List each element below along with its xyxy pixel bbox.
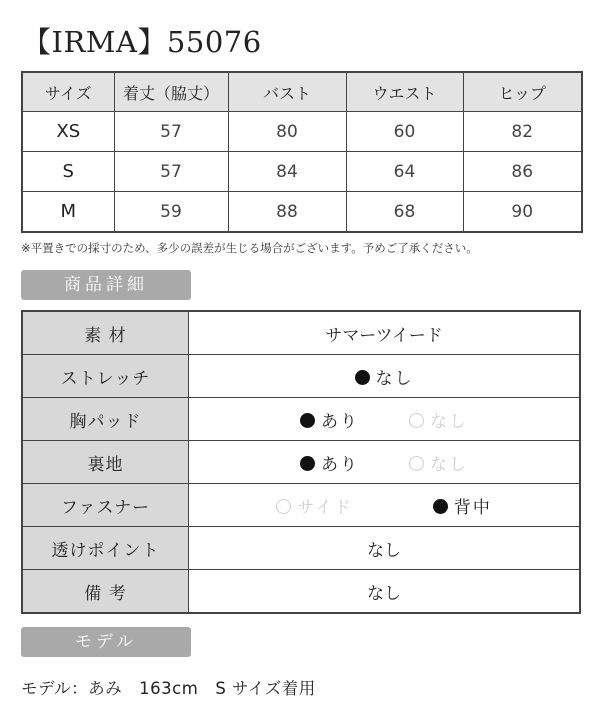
table-row — [22, 192, 582, 233]
detail-row-material — [22, 311, 580, 355]
option-unselected: なし — [409, 450, 468, 475]
length-cell: 57 — [114, 152, 228, 192]
table-row — [22, 152, 582, 192]
size-table — [21, 71, 583, 233]
detail-value: なし — [189, 527, 581, 570]
detail-value: なし — [189, 570, 581, 614]
bust-cell: 80 — [228, 112, 346, 152]
detail-label: 裏地 — [22, 441, 189, 484]
waist-cell: 60 — [346, 112, 463, 152]
detail-label: 透けポイント — [22, 527, 189, 570]
details-section-label: 商品詳細 — [21, 270, 191, 300]
size-cell: XS — [22, 112, 114, 152]
model-section-label: モデル — [21, 627, 191, 657]
detail-value — [189, 484, 581, 527]
detail-label: ファスナー — [22, 484, 189, 527]
size-cell: S — [22, 152, 114, 192]
detail-value — [189, 398, 581, 441]
detail-value: サマーツイード — [189, 311, 581, 355]
empty-circle-icon — [276, 499, 291, 514]
length-cell: 59 — [114, 192, 228, 233]
detail-row-sheer — [22, 527, 580, 570]
detail-row-chest-pad — [22, 398, 580, 441]
size-header-length: 着丈（脇丈） — [114, 72, 228, 112]
size-header-size: サイズ — [22, 72, 114, 112]
product-title: 【IRMA】55076 — [22, 25, 262, 59]
empty-circle-icon — [409, 456, 424, 471]
detail-row-stretch — [22, 355, 580, 398]
size-table-header-row — [22, 72, 582, 112]
size-header-hip: ヒップ — [463, 72, 582, 112]
waist-cell: 64 — [346, 152, 463, 192]
detail-value — [189, 355, 581, 398]
option-selected: あり — [300, 407, 359, 432]
empty-circle-icon — [409, 413, 424, 428]
model-info: モデル：あみ 163cm S サイズ着用 — [21, 679, 316, 698]
table-row — [22, 112, 582, 152]
filled-circle-icon — [433, 499, 448, 514]
length-cell: 57 — [114, 112, 228, 152]
bust-cell: 88 — [228, 192, 346, 233]
detail-row-remarks — [22, 570, 580, 614]
detail-label: ストレッチ — [22, 355, 189, 398]
option-selected: あり — [300, 450, 359, 475]
size-header-bust: バスト — [228, 72, 346, 112]
detail-label: 素 材 — [22, 311, 189, 355]
bust-cell: 84 — [228, 152, 346, 192]
measurement-note: ※平置きでの採寸のため、多少の誤差が生じる場合がございます。予めご了承ください。 — [21, 241, 478, 255]
detail-row-lining — [22, 441, 580, 484]
filled-circle-icon — [300, 456, 315, 471]
details-table — [21, 310, 581, 614]
detail-row-zipper — [22, 484, 580, 527]
detail-value — [189, 441, 581, 484]
hip-cell: 82 — [463, 112, 582, 152]
hip-cell: 90 — [463, 192, 582, 233]
option-selected: 背中 — [433, 493, 492, 518]
size-cell: M — [22, 192, 114, 233]
waist-cell: 68 — [346, 192, 463, 233]
option-unselected: なし — [409, 407, 468, 432]
detail-label: 備 考 — [22, 570, 189, 614]
stretch-option: なし — [355, 364, 414, 389]
filled-circle-icon — [355, 370, 370, 385]
option-unselected: サイド — [276, 493, 353, 518]
detail-label: 胸パッド — [22, 398, 189, 441]
hip-cell: 86 — [463, 152, 582, 192]
filled-circle-icon — [300, 413, 315, 428]
size-header-waist: ウエスト — [346, 72, 463, 112]
